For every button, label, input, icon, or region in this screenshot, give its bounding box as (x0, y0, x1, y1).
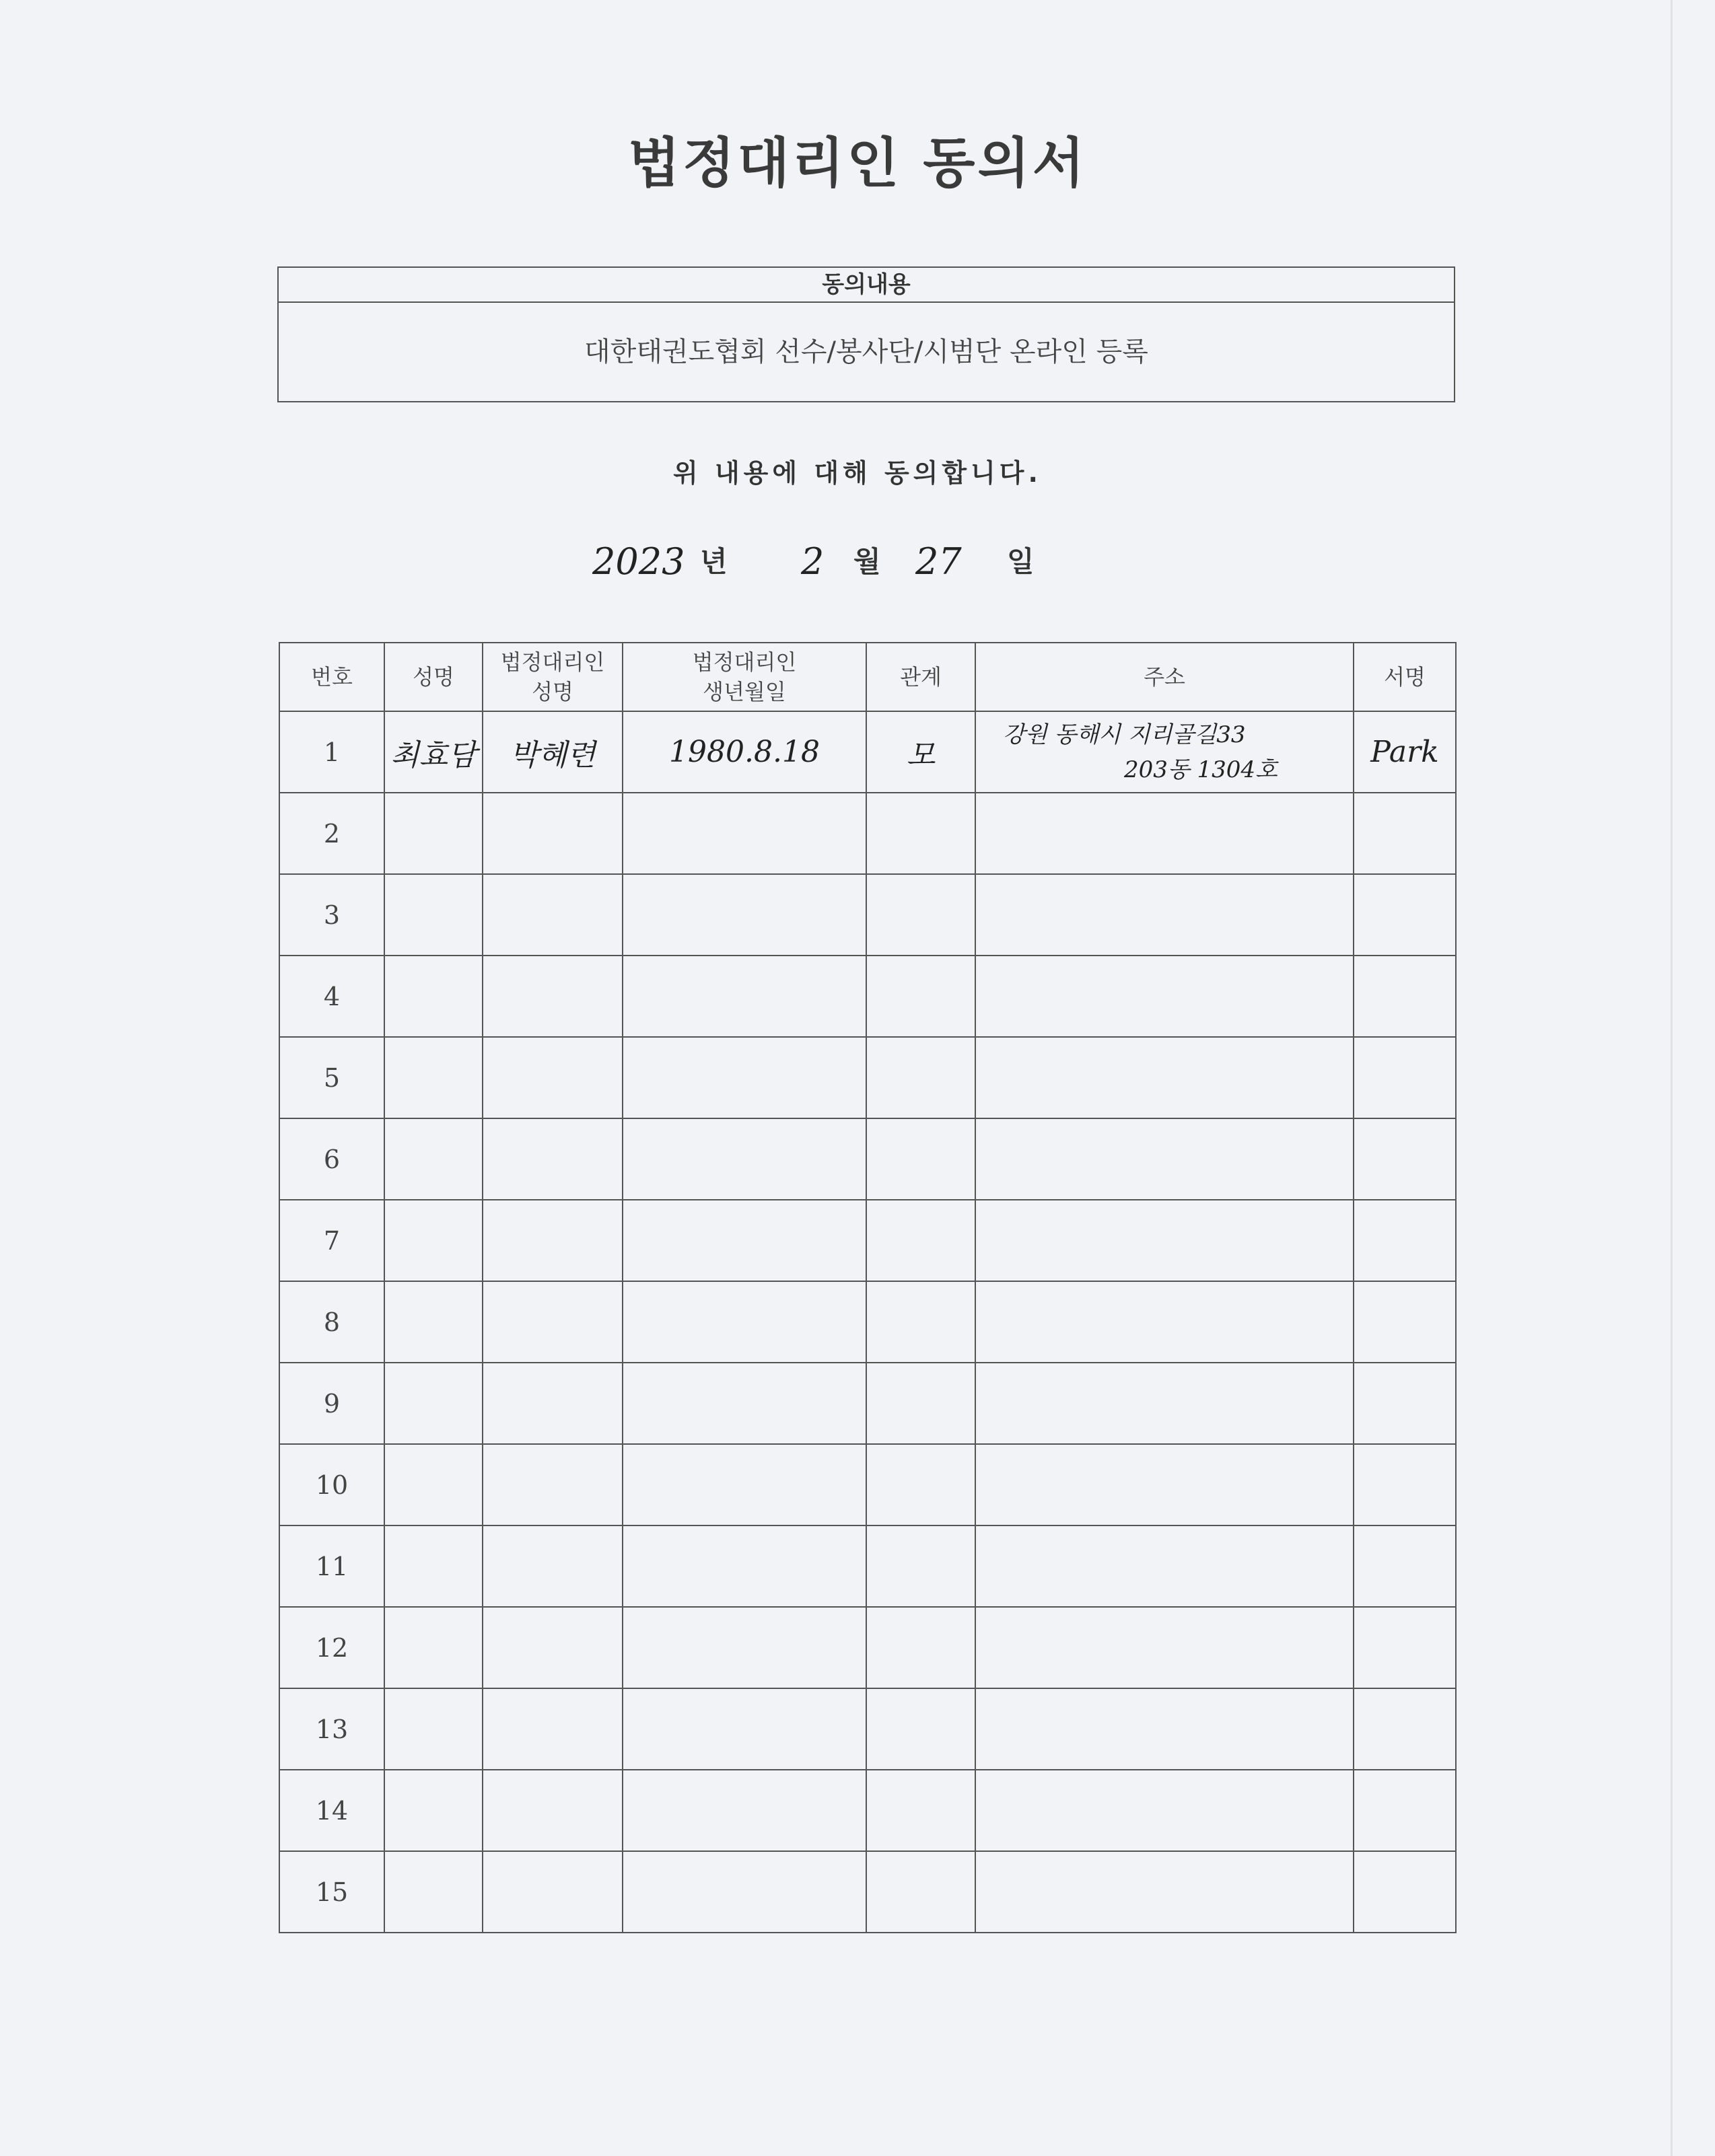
date-month: 2 (801, 540, 825, 583)
cell-no: 3 (279, 874, 384, 956)
consent-content: 대한태권도협회 선수/봉사단/시범단 온라인 등록 (584, 336, 1148, 367)
table-header-row (279, 643, 1456, 711)
cell-guardian-birth (623, 956, 866, 1037)
cell-signature (1354, 793, 1456, 874)
cell-signature (1354, 1363, 1456, 1444)
cell-address (975, 1525, 1354, 1607)
cell-guardian-birth (623, 1851, 866, 1933)
cell-address (975, 1851, 1354, 1933)
table-row (279, 1281, 1456, 1363)
cell-guardian-birth (623, 1363, 866, 1444)
cell-signature (1354, 956, 1456, 1037)
cell-no: 11 (279, 1525, 384, 1607)
header-relation: 관계 (866, 643, 975, 711)
header-guardian-name (483, 643, 623, 711)
cell-address (975, 1607, 1354, 1688)
cell-no: 1 (279, 711, 384, 793)
table-row (279, 1444, 1456, 1525)
cell-guardian-birth (623, 1037, 866, 1118)
table-row (279, 1688, 1456, 1770)
cell-name (384, 1688, 483, 1770)
cell-name (384, 874, 483, 956)
cell-guardian-birth (623, 1118, 866, 1200)
cell-no: 9 (279, 1363, 384, 1444)
date-line (579, 532, 1117, 592)
cell-name (384, 1118, 483, 1200)
cell-signature (1354, 1607, 1456, 1688)
table-row (279, 1525, 1456, 1607)
cell-relation: 모 (866, 711, 975, 793)
date-day-label: 일 (1007, 545, 1035, 578)
cell-address (975, 1118, 1354, 1200)
table-row (279, 1607, 1456, 1688)
cell-guardian-name (483, 1363, 623, 1444)
cell-signature: Park (1354, 711, 1456, 793)
cell-name (384, 1607, 483, 1688)
cell-guardian-name (483, 793, 623, 874)
cell-guardian-birth (623, 874, 866, 956)
cell-address (975, 1363, 1354, 1444)
cell-guardian-birth (623, 1770, 866, 1851)
cell-no: 5 (279, 1037, 384, 1118)
cell-signature (1354, 1525, 1456, 1607)
cell-name (384, 1770, 483, 1851)
cell-relation (866, 1525, 975, 1607)
cell-guardian-birth (623, 793, 866, 874)
cell-name (384, 1444, 483, 1525)
cell-address (975, 1688, 1354, 1770)
header-guardian-name-line2: 성명 (532, 679, 573, 705)
cell-address (975, 874, 1354, 956)
address-line2: 203동 1304호 (1124, 756, 1278, 783)
date-year-label: 년 (700, 545, 728, 578)
cell-no: 13 (279, 1688, 384, 1770)
cell-relation (866, 956, 975, 1037)
cell-address (975, 793, 1354, 874)
cell-address (975, 1037, 1354, 1118)
cell-name: 최효담 (384, 711, 483, 793)
cell-signature (1354, 874, 1456, 956)
cell-relation (866, 793, 975, 874)
cell-guardian-name (483, 1525, 623, 1607)
consent-box (277, 266, 1455, 402)
header-guardian-birth (623, 643, 866, 711)
cell-signature (1354, 1851, 1456, 1933)
cell-relation (866, 1363, 975, 1444)
cell-name (384, 1037, 483, 1118)
cell-guardian-name (483, 1444, 623, 1525)
address-line1: 강원 동해시 지리골길33 (1003, 721, 1246, 748)
cell-relation (866, 1851, 975, 1933)
document-title: 법정대리인 동의서 (627, 132, 1088, 194)
table-row (279, 1200, 1456, 1281)
cell-signature (1354, 1200, 1456, 1281)
cell-signature (1354, 1688, 1456, 1770)
cell-relation (866, 1444, 975, 1525)
agree-statement: 위 내용에 대해 동의합니다. (673, 458, 1042, 488)
cell-guardian-birth (623, 1444, 866, 1525)
date-year: 2023 (592, 540, 685, 583)
table-row (279, 874, 1456, 956)
cell-guardian-name (483, 1688, 623, 1770)
header-address: 주소 (975, 643, 1354, 711)
cell-name (384, 1525, 483, 1607)
cell-guardian-name (483, 1037, 623, 1118)
table-row (279, 1363, 1456, 1444)
cell-no: 2 (279, 793, 384, 874)
cell-no: 12 (279, 1607, 384, 1688)
cell-no: 15 (279, 1851, 384, 1933)
cell-no: 6 (279, 1118, 384, 1200)
header-guardian-birth-line1: 법정대리인 (692, 649, 797, 675)
cell-signature (1354, 1444, 1456, 1525)
cell-guardian-name (483, 1281, 623, 1363)
cell-address (975, 1444, 1354, 1525)
cell-relation (866, 1200, 975, 1281)
date-month-label: 월 (853, 545, 881, 578)
cell-relation (866, 1281, 975, 1363)
cell-relation (866, 1607, 975, 1688)
cell-guardian-name (483, 874, 623, 956)
cell-address (975, 1200, 1354, 1281)
cell-no: 10 (279, 1444, 384, 1525)
cell-no: 14 (279, 1770, 384, 1851)
cell-relation (866, 1118, 975, 1200)
cell-relation (866, 1688, 975, 1770)
cell-name (384, 1851, 483, 1933)
cell-guardian-birth: 1980.8.18 (623, 711, 866, 793)
cell-name (384, 793, 483, 874)
cell-signature (1354, 1281, 1456, 1363)
table-row (279, 1037, 1456, 1118)
table-row (279, 793, 1456, 874)
cell-guardian-name: 박혜련 (483, 711, 623, 793)
cell-no: 7 (279, 1200, 384, 1281)
table-row (279, 711, 1456, 793)
cell-guardian-name (483, 956, 623, 1037)
table-row (279, 956, 1456, 1037)
cell-guardian-birth (623, 1200, 866, 1281)
table-row (279, 1851, 1456, 1933)
cell-guardian-name (483, 1770, 623, 1851)
cell-address (975, 956, 1354, 1037)
date-day: 27 (915, 540, 962, 583)
cell-guardian-birth (623, 1281, 866, 1363)
cell-signature (1354, 1037, 1456, 1118)
cell-signature (1354, 1118, 1456, 1200)
cell-name (384, 956, 483, 1037)
page-edge-line (1671, 0, 1673, 2156)
cell-address (975, 1281, 1354, 1363)
table-row (279, 1118, 1456, 1200)
consent-header: 동의내용 (279, 268, 1454, 303)
header-name: 성명 (384, 643, 483, 711)
header-no: 번호 (279, 643, 384, 711)
header-guardian-birth-line2: 생년월일 (703, 679, 786, 705)
cell-address (975, 711, 1354, 793)
cell-name (384, 1363, 483, 1444)
cell-guardian-name (483, 1118, 623, 1200)
cell-no: 4 (279, 956, 384, 1037)
cell-name (384, 1200, 483, 1281)
header-signature: 서명 (1354, 643, 1456, 711)
cell-relation (866, 1037, 975, 1118)
header-guardian-name-line1: 법정대리인 (500, 649, 605, 675)
cell-guardian-birth (623, 1607, 866, 1688)
cell-address (975, 1770, 1354, 1851)
cell-signature (1354, 1770, 1456, 1851)
table-row (279, 1770, 1456, 1851)
cell-no: 8 (279, 1281, 384, 1363)
cell-name (384, 1281, 483, 1363)
cell-guardian-birth (623, 1688, 866, 1770)
cell-relation (866, 1770, 975, 1851)
cell-guardian-name (483, 1200, 623, 1281)
cell-guardian-birth (623, 1525, 866, 1607)
cell-relation (866, 874, 975, 956)
cell-guardian-name (483, 1851, 623, 1933)
cell-guardian-name (483, 1607, 623, 1688)
guardian-table (279, 642, 1457, 1933)
